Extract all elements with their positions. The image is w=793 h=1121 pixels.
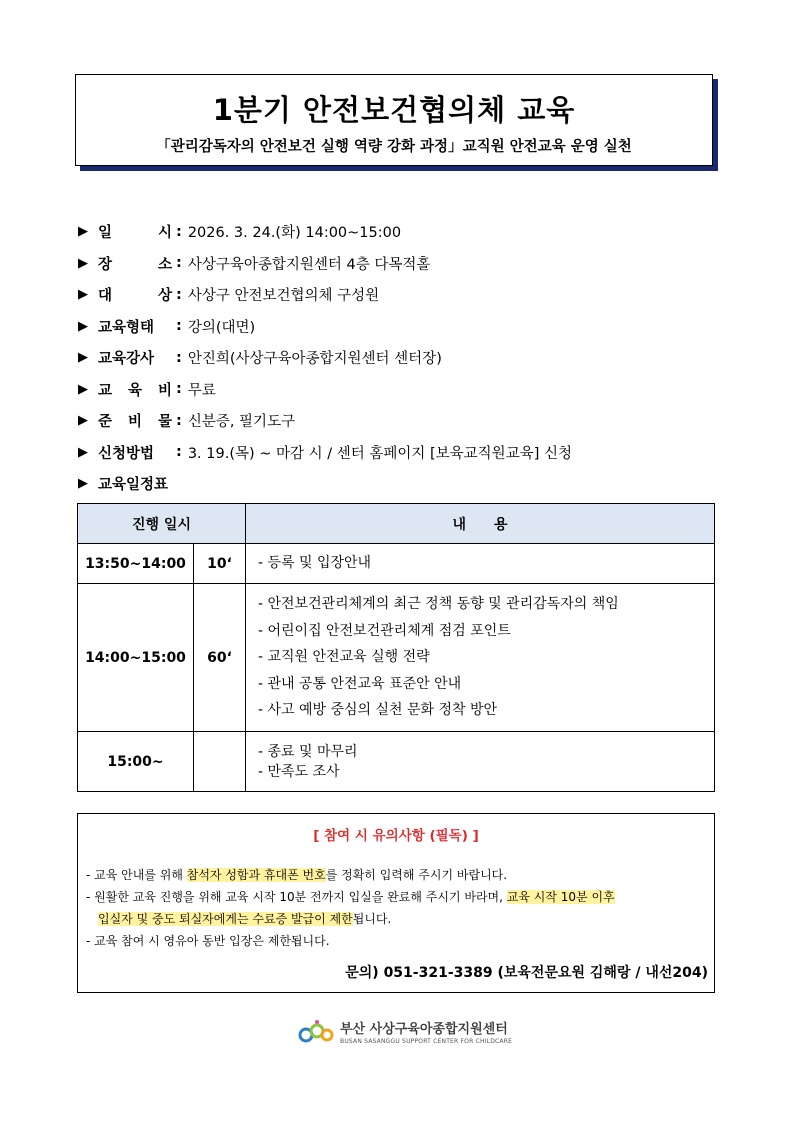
triangle-right-icon: ▶ xyxy=(78,476,88,492)
notice-box xyxy=(77,813,715,993)
list-item: - 종료 및 마무리 xyxy=(258,743,358,760)
info-row-target: ▶ 대 상 : 사상구 안전보건협의체 구성원 xyxy=(78,279,718,311)
table-cell-time: 15:00~ xyxy=(78,732,194,792)
table-cell-content xyxy=(246,584,715,732)
contact-info: 문의) 051-321-3389 (보육전문요원 김해랑 / 내선204) xyxy=(345,965,708,981)
triangle-right-icon: ▶ xyxy=(78,255,88,271)
triangle-right-icon: ▶ xyxy=(78,444,88,460)
schedule-table xyxy=(77,503,715,792)
table-header: 진행 일시 xyxy=(78,504,246,544)
table-row xyxy=(78,544,715,584)
table-header: 내 용 xyxy=(246,504,715,544)
info-value: 사상구 안전보건협의체 구성원 xyxy=(187,288,380,305)
title-box xyxy=(75,74,713,166)
footer-name-ko: 부산 사상구육아종합지원센터 xyxy=(340,1022,508,1037)
triangle-right-icon: ▶ xyxy=(78,381,88,397)
center-logo-icon xyxy=(298,1019,334,1045)
table-cell-time: 14:00~15:00 xyxy=(78,584,194,732)
table-row xyxy=(78,584,715,732)
list-item: - 안전보건관리체계의 최근 정책 동향 및 관리감독자의 책임 xyxy=(258,596,619,613)
notice-item: - 교육 참여 시 영유아 동반 입장은 제한됩니다. xyxy=(86,934,330,948)
notice-list xyxy=(78,864,714,952)
table-row xyxy=(78,732,715,792)
highlight-text: 참석자 성함과 휴대폰 번호 xyxy=(186,868,326,882)
notice-title: [ 참여 시 유의사항 (필독) ] xyxy=(313,828,479,844)
notice-item: - 원활한 교육 진행을 위해 교육 시작 10분 전까지 입실을 완료해 주시기 바라며, 교육 시작 10분 이후 xyxy=(86,890,615,904)
list-item: - 어린이집 안전보건관리체계 점검 포인트 xyxy=(258,622,511,639)
notice-item: - 교육 안내를 위해 참석자 성함과 휴대폰 번호를 정확히 입력해 주시기 바랍니다. xyxy=(86,868,508,882)
info-value: 무료 xyxy=(187,382,216,399)
info-label: 장 소 xyxy=(98,256,172,273)
info-row-format: ▶ 교육형태 : 강의(대면) xyxy=(78,311,718,343)
info-value: 2026. 3. 24.(화) 14:00~15:00 xyxy=(187,225,402,242)
list-item: - 등록 및 입장안내 xyxy=(258,555,372,572)
info-label: 교육강사 xyxy=(98,351,155,368)
info-row-supplies: ▶ 준 비 물 : 신분증, 필기도구 xyxy=(78,405,718,437)
notice-item-continued: 입실자 및 중도 퇴실자에게는 수료증 발급이 제한됩니다. xyxy=(98,912,392,926)
info-label: 준 비 물 xyxy=(98,414,172,431)
info-value: 신분증, 필기도구 xyxy=(187,414,296,431)
highlight-text: 입실자 및 중도 퇴실자에게는 수료증 발급이 제한 xyxy=(98,912,353,926)
info-label: 교 육 비 xyxy=(98,382,172,399)
page-title: 1분기 안전보건협의체 교육 xyxy=(212,93,576,127)
info-row-schedule xyxy=(78,468,718,500)
triangle-right-icon: ▶ xyxy=(78,413,88,429)
info-row-application: ▶ 신청방법 : 3. 19.(목) ~ 마감 시 / 센터 홈페이지 [보육교직원교육] 신청 xyxy=(78,437,718,469)
info-label: 신청방법 xyxy=(98,445,155,462)
triangle-right-icon: ▶ xyxy=(78,350,88,366)
info-value: 3. 19.(목) ~ 마감 시 / 센터 홈페이지 [보육교직원교육] 신청 xyxy=(187,445,572,462)
info-value: 안진희(사상구육아종합지원센터 센터장) xyxy=(187,351,442,368)
triangle-right-icon: ▶ xyxy=(78,287,88,303)
info-label: 교육일정표 xyxy=(98,477,169,494)
table-cell-duration: 60‘ xyxy=(194,584,246,732)
info-label: 일 시 xyxy=(98,225,172,242)
info-row-instructor: ▶ 교육강사 : 안진희(사상구육아종합지원센터 센터장) xyxy=(78,342,718,374)
footer-name-en: BUSAN SASANGGU SUPPORT CENTER FOR CHILDCARE xyxy=(340,1038,513,1045)
table-cell-duration xyxy=(194,732,246,792)
info-label: 대 상 xyxy=(98,288,172,305)
page-subtitle: 「관리감독자의 안전보건 실행 역량 강화 과정」교직원 안전교육 운영 실천 xyxy=(156,139,632,155)
triangle-right-icon: ▶ xyxy=(78,224,88,240)
info-value: 사상구육아종합지원센터 4층 다목적홀 xyxy=(187,256,431,273)
info-row-place: ▶ 장 소 : 사상구육아종합지원센터 4층 다목적홀 xyxy=(78,248,718,280)
info-list xyxy=(78,216,718,500)
triangle-right-icon: ▶ xyxy=(78,318,88,334)
list-item: - 관내 공통 안전교육 표준안 안내 xyxy=(258,675,462,692)
info-value: 강의(대면) xyxy=(187,319,256,336)
table-header-row xyxy=(78,504,715,544)
table-cell-time: 13:50~14:00 xyxy=(78,544,194,584)
table-cell-content xyxy=(246,732,715,792)
table-cell-duration: 10‘ xyxy=(194,544,246,584)
list-item: - 교직원 안전교육 실행 전략 xyxy=(258,649,430,666)
info-row-fee: ▶ 교 육 비 : 무료 xyxy=(78,374,718,406)
table-cell-content xyxy=(246,544,715,584)
info-label: 교육형태 xyxy=(98,319,155,336)
list-item: - 만족도 조사 xyxy=(258,763,340,780)
footer-logo xyxy=(298,1018,512,1045)
info-row-date: ▶ 일 시 : 2026. 3. 24.(화) 14:00~15:00 xyxy=(78,216,718,248)
highlight-text: 교육 시작 10분 이후 xyxy=(506,890,615,904)
list-item: - 사고 예방 중심의 실천 문화 정착 방안 xyxy=(258,702,498,719)
